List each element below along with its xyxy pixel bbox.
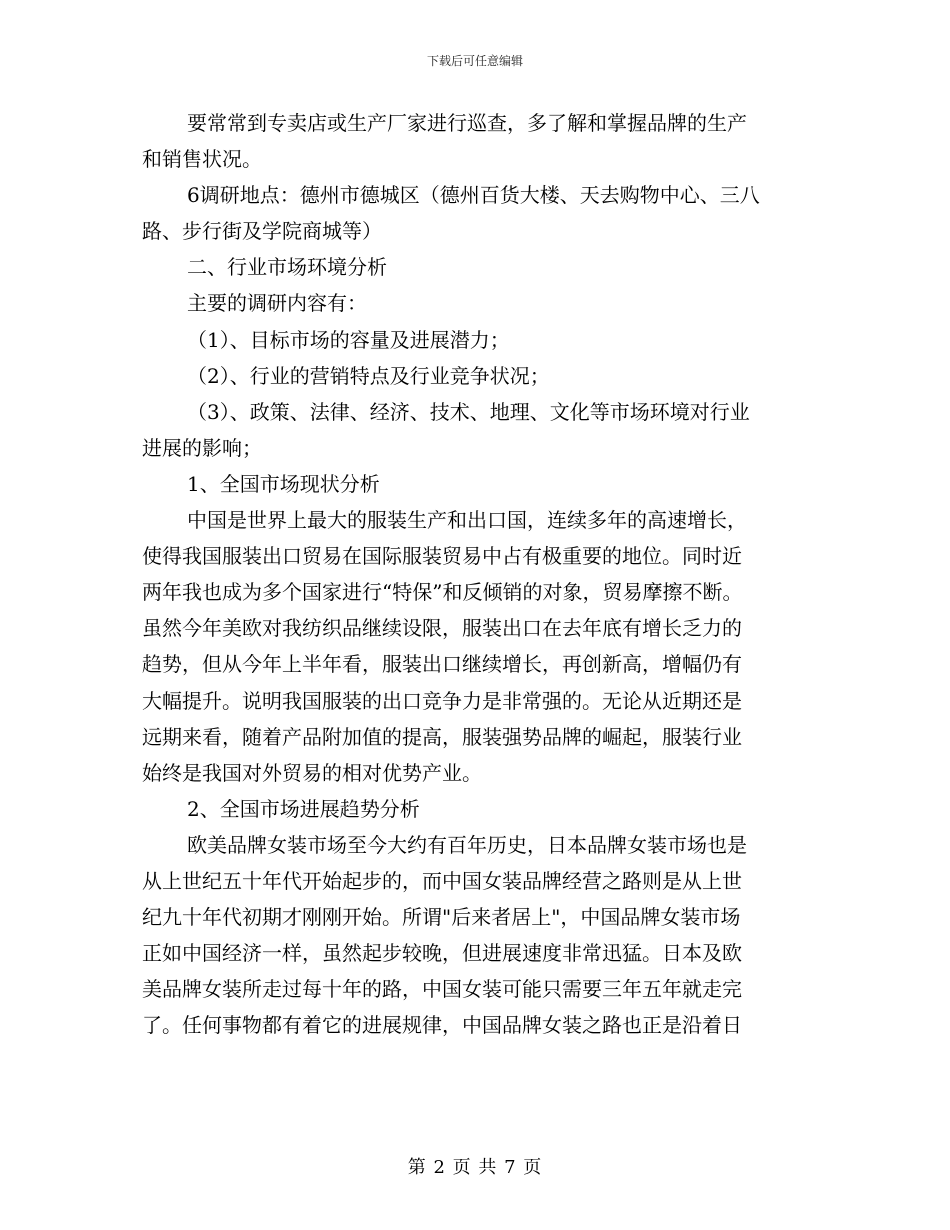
text-line: 2、全国市场进展趋势分析 [187,796,420,821]
text-line: 纪九十年代初期才刚刚开始。所谓"后来者居上"，中国品牌女装市场 [142,905,741,930]
text-line: 路、步行街及学院商城等） [142,219,382,244]
text-line: （1）、目标市场的容量及进展潜力； [187,327,510,352]
text-line: 大幅提升。说明我国服装的出口竞争力是非常强的。无论从近期还是 [142,688,742,713]
text-line: 1、全国市场现状分析 [187,471,380,496]
text-line: 了。任何事物都有着它的进展规律，中国品牌女装之路也正是沿着日 [142,1013,742,1038]
text-line: 两年我也成为多个国家进行“特保”和反倾销的对象，贸易摩擦不断。 [142,580,743,605]
text-line: 中国是世界上最大的服装生产和出口国，连续多年的高速增长， [187,508,747,533]
text-line: 欧美品牌女装市场至今大约有百年历史，日本品牌女装市场也是 [187,832,747,857]
text-line: 要常常到专卖店或生产厂家进行巡查，多了解和掌握品牌的生产 [187,111,747,135]
document-body [142,105,822,1043]
text-line: 使得我国服装出口贸易在国际服装贸易中占有极重要的地位。同时近 [142,544,742,569]
page-header: 下载后可任意编辑 [426,54,523,68]
text-line: （3）、政策、法律、经济、技术、地理、文化等市场环境对行业 [187,399,750,424]
text-line: 始终是我国对外贸易的相对优势产业。 [142,760,482,785]
text-line: 趋势，但从今年上半年看，服装出口继续增长，再创新高，增幅仍有 [142,652,742,677]
text-line: 二、行业市场环境分析 [187,255,387,280]
text-line: 虽然今年美欧对我纺织品继续设限，服装出口在去年底有增长乏力的 [142,616,742,641]
text-line: 和销售状况。 [142,147,262,172]
text-line: 正如中国经济一样，虽然起步较晚，但进展速度非常迅猛。日本及欧 [142,941,742,966]
text-line: 进展的影响； [142,435,262,460]
page-number-footer: 第 2 页 共 7 页 [407,1157,543,1178]
text-line: 主要的调研内容有： [187,291,367,316]
text-line: 美品牌女装所走过每十年的路，中国女装可能只需要三年五年就走完 [142,977,742,1002]
text-line: （2）、行业的营销特点及行业竞争状况； [187,363,550,388]
text-line: 远期来看，随着产品附加值的提高，服装强势品牌的崛起，服装行业 [142,724,742,749]
text-line: 6调研地点：德州市德城区（德州百货大楼、天去购物中心、三八 [187,183,760,208]
text-line: 从上世纪五十年代开始起步的，而中国女装品牌经营之路则是从上世 [142,868,742,893]
